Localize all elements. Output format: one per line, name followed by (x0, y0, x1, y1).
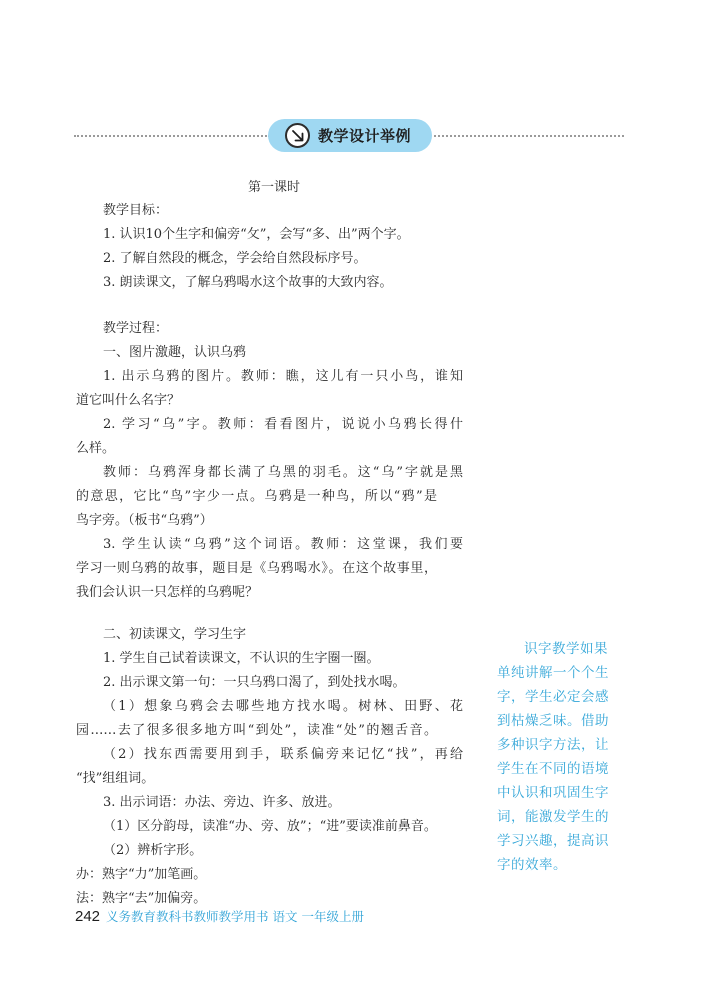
sidebar-line: 中认识和巩固生字 (497, 785, 609, 801)
text-line: 1. 学生自己试着读课文，不认识的生字圈一圈。 (103, 651, 380, 666)
sidebar-line: 字的效率。 (497, 857, 567, 873)
section-banner (268, 119, 432, 152)
text-line: 3. 学生认读“乌鸦”这个词语。教师：这堂课，我们要 (103, 537, 463, 552)
text-line: 1. 出示乌鸦的图片。教师：瞧，这儿有一只小鸟，谁知 (103, 369, 463, 384)
text-line: “找”组组词。 (76, 771, 155, 786)
process-heading: 教学过程： (103, 321, 169, 336)
text-line: （2）辨析字形。 (103, 843, 203, 858)
text-line: 道它叫什么名字？ (76, 393, 181, 408)
part2-heading: 二、初读课文，学习生字 (103, 627, 247, 642)
sidebar-line: 单纯讲解一个个生 (497, 665, 609, 681)
text-line: 么样。 (76, 441, 116, 456)
text-line: 学习一则乌鸦的故事，题目是《乌鸦喝水》。在这个故事里， (76, 561, 437, 576)
text-line: 鸟字旁。（板书“乌鸦”） (76, 513, 213, 528)
goal-item: 3. 朗读课文，了解乌鸦喝水这个故事的大致内容。 (103, 275, 393, 290)
text-line: 教师：乌鸦浑身都长满了乌黑的羽毛。这“乌”字就是黑 (103, 465, 463, 480)
header-rule-right (434, 135, 624, 137)
text-line: 我们会认识一只怎样的乌鸦呢？ (76, 585, 259, 600)
text-line: （1）想象乌鸦会去哪些地方找水喝。树林、田野、花 (103, 699, 463, 714)
sidebar-line: 识字教学如果 (524, 641, 608, 657)
sidebar-line: 学习兴趣，提高识 (497, 833, 609, 849)
text-line: 法：熟字“去”加偏旁。 (76, 891, 207, 906)
arrow-circle-icon (285, 123, 310, 148)
text-line: （1）区分韵母，读准“办、旁、放”；“进”要读准前鼻音。 (103, 819, 437, 834)
sidebar-line: 词，能激发学生的 (497, 809, 609, 825)
sidebar-line: 多种识字方法，让 (497, 737, 609, 753)
sidebar-line: 字，学生必定会感 (497, 689, 609, 705)
text-line: 的意思，它比“鸟”字少一点。乌鸦是一种鸟，所以“鸦”是 (76, 489, 437, 504)
book-title: 义务教育教科书教师教学用书 语文 一年级上册 (106, 909, 364, 924)
goal-item: 2. 了解自然段的概念，学会给自然段标序号。 (103, 251, 367, 266)
text-line: 2. 出示课文第一句：一只乌鸦口渴了，到处找水喝。 (103, 675, 406, 690)
goal-item: 1. 认识10个生字和偏旁“攵”，会写“多、出”两个字。 (103, 227, 410, 242)
page-footer (75, 907, 364, 925)
header-rule-left (74, 135, 270, 137)
page-number: 242 (75, 908, 101, 925)
text-line: 办：熟字“力”加笔画。 (76, 867, 207, 882)
sidebar-line: 学生在不同的语境 (497, 761, 609, 777)
text-line: 园……去了很多很多地方叫“到处”，读准“处”的翘舌音。 (76, 723, 437, 738)
lesson-title: 第一课时 (248, 180, 301, 195)
sidebar-line: 到枯燥乏味。借助 (497, 713, 609, 729)
text-line: 2. 学习“乌”字。教师：看看图片，说说小乌鸦长得什 (103, 417, 463, 432)
goals-heading: 教学目标： (103, 203, 169, 218)
text-line: （2）找东西需要用到手，联系偏旁来记忆“找”，再给 (103, 747, 463, 762)
text-line: 3. 出示词语：办法、旁边、许多、放进。 (103, 795, 341, 810)
part1-heading: 一、图片激趣，认识乌鸦 (103, 345, 247, 360)
section-title: 教学设计举例 (318, 127, 412, 145)
